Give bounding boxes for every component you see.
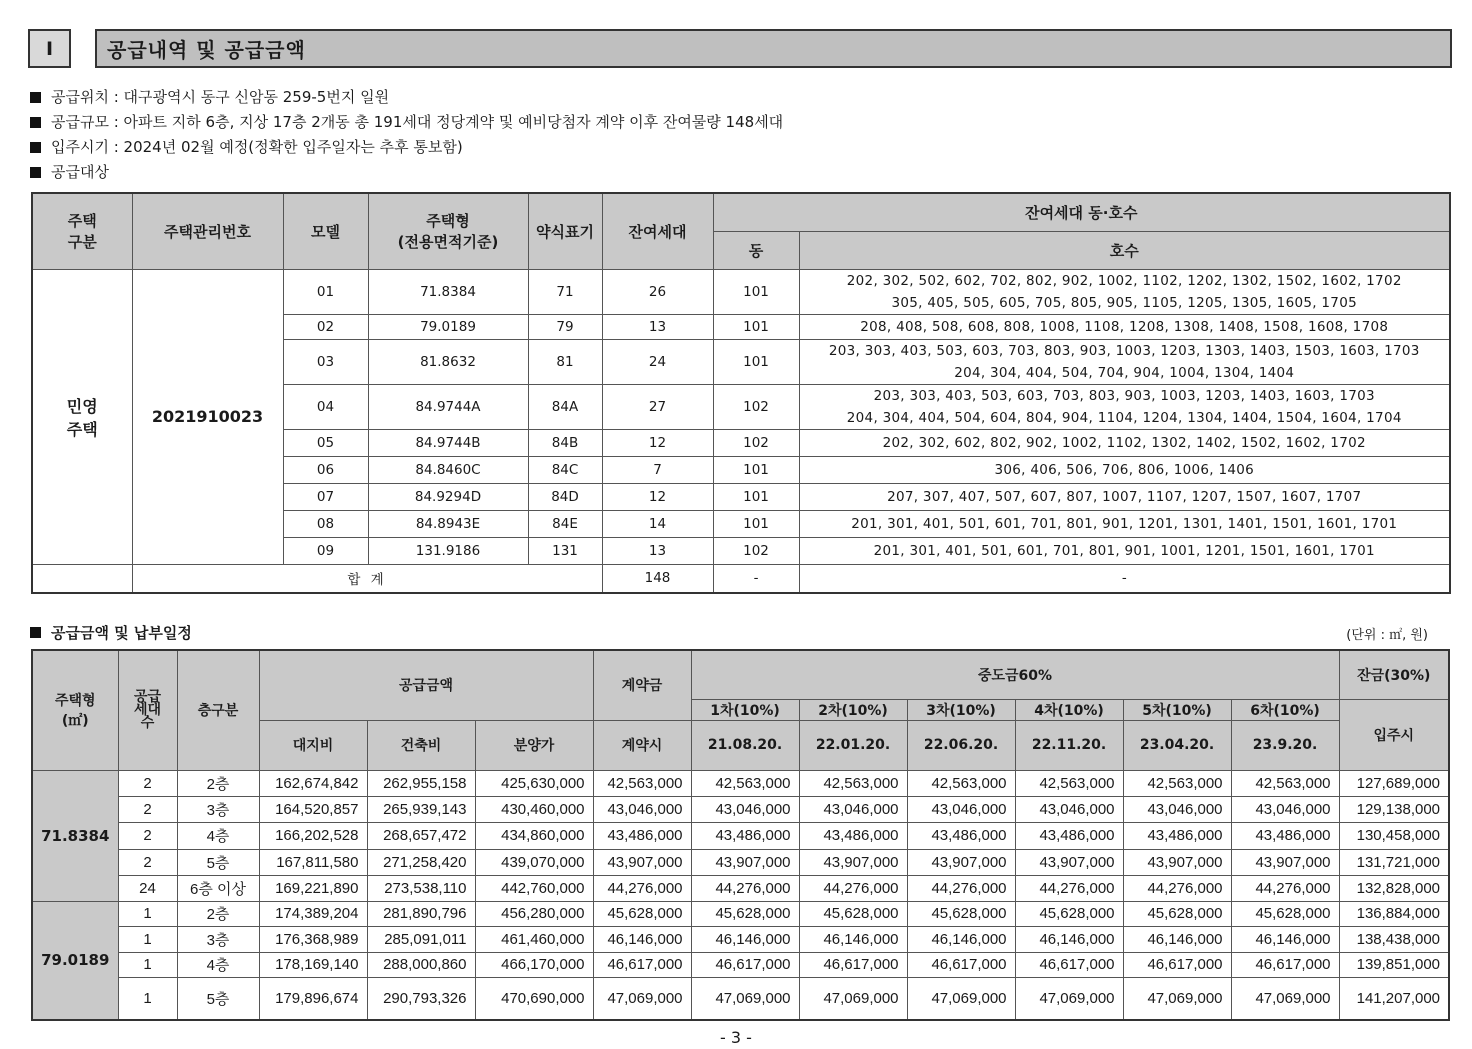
house-type-cell: 84.8943E	[368, 510, 528, 537]
middle-payment-2: 43,486,000	[799, 822, 907, 849]
short-cell: 84B	[528, 429, 602, 456]
middle-payment-1: 42,563,000	[691, 770, 799, 796]
middle-payment-3: 42,563,000	[907, 770, 1015, 796]
remaining-cell: 7	[602, 456, 713, 483]
header-house-kind: 주택 구분	[32, 193, 132, 269]
supply-row	[32, 269, 1450, 314]
header-building: 건축비	[367, 720, 475, 770]
middle-payment-5: 42,563,000	[1123, 770, 1231, 796]
balance-amount: 136,884,000	[1339, 901, 1449, 926]
header-balance-when: 입주시	[1339, 699, 1449, 770]
short-cell: 71	[528, 269, 602, 314]
price-row	[32, 901, 1449, 926]
supply-total-row	[32, 564, 1450, 593]
middle-payment-3: 46,146,000	[907, 926, 1015, 952]
header-middle: 중도금60%	[691, 650, 1339, 699]
land-price: 166,202,528	[259, 822, 367, 849]
floor-cell: 5층	[177, 849, 259, 875]
header-m4-date: 22.11.20.	[1015, 720, 1123, 770]
middle-payment-1: 43,046,000	[691, 796, 799, 822]
middle-payment-2: 47,069,000	[799, 977, 907, 1020]
header-price-type: 주택형 (㎡)	[32, 650, 118, 770]
header-floor: 층구분	[177, 650, 259, 770]
model-cell: 06	[283, 456, 368, 483]
middle-payment-5: 43,046,000	[1123, 796, 1231, 822]
sale-price: 439,070,000	[475, 849, 593, 875]
middle-payment-5: 43,907,000	[1123, 849, 1231, 875]
house-type-cell: 81.8632	[368, 339, 528, 384]
model-cell: 02	[283, 314, 368, 339]
header-mgmt-no: 주택관리번호	[132, 193, 283, 269]
middle-payment-5: 45,628,000	[1123, 901, 1231, 926]
land-price: 169,221,890	[259, 875, 367, 901]
middle-payment-1: 47,069,000	[691, 977, 799, 1020]
header-m2: 2차(10%)	[799, 699, 907, 720]
header-m2-date: 22.01.20.	[799, 720, 907, 770]
middle-payment-2: 44,276,000	[799, 875, 907, 901]
header-m1-date: 21.08.20.	[691, 720, 799, 770]
middle-payment-4: 46,146,000	[1015, 926, 1123, 952]
dong-cell: 102	[713, 429, 799, 456]
balance-amount: 141,207,000	[1339, 977, 1449, 1020]
model-cell: 03	[283, 339, 368, 384]
balance-amount: 130,458,000	[1339, 822, 1449, 849]
floor-cell: 4층	[177, 822, 259, 849]
short-cell: 84C	[528, 456, 602, 483]
model-cell: 04	[283, 384, 368, 429]
middle-payment-4: 47,069,000	[1015, 977, 1123, 1020]
section-title: 공급내역 및 공급금액	[95, 29, 1452, 68]
header-m3-date: 22.06.20.	[907, 720, 1015, 770]
ho-cell: 203, 303, 403, 503, 603, 703, 803, 903, 1003, 1203, 1303, 1403, 1503, 1603, 1703 204, 304, 404, 504, 704, 904, 1004, 1304, 1404	[799, 339, 1450, 384]
middle-payment-6: 43,046,000	[1231, 796, 1339, 822]
header-land: 대지비	[259, 720, 367, 770]
sale-price: 456,280,000	[475, 901, 593, 926]
ho-cell: 201, 301, 401, 501, 601, 701, 801, 901, 1001, 1201, 1501, 1601, 1701	[799, 537, 1450, 564]
header-households: 공급 세대 수	[118, 650, 177, 770]
sale-price: 425,630,000	[475, 770, 593, 796]
land-price: 167,811,580	[259, 849, 367, 875]
short-cell: 84E	[528, 510, 602, 537]
ho-cell: 203, 303, 403, 503, 603, 703, 803, 903, 1003, 1203, 1403, 1603, 1703 204, 304, 404, 504, 604, 804, 904, 1104, 1204, 1304, 1404, 1504, 1604, 1704	[799, 384, 1450, 429]
deposit-amount: 46,617,000	[593, 952, 691, 977]
house-type-cell: 84.9744A	[368, 384, 528, 429]
bullet-item: 입주시기 : 2024년 02월 예정(정확한 입주일자는 추후 통보함)	[30, 135, 783, 160]
sale-price: 461,460,000	[475, 926, 593, 952]
deposit-amount: 43,907,000	[593, 849, 691, 875]
deposit-amount: 43,046,000	[593, 796, 691, 822]
short-cell: 79	[528, 314, 602, 339]
total-dong: -	[713, 564, 799, 593]
header-m6-date: 23.9.20.	[1231, 720, 1339, 770]
middle-payment-3: 47,069,000	[907, 977, 1015, 1020]
balance-amount: 129,138,000	[1339, 796, 1449, 822]
price-row	[32, 770, 1449, 796]
model-cell: 01	[283, 269, 368, 314]
middle-payment-3: 43,907,000	[907, 849, 1015, 875]
middle-payment-3: 44,276,000	[907, 875, 1015, 901]
remaining-cell: 24	[602, 339, 713, 384]
land-price: 176,368,989	[259, 926, 367, 952]
land-price: 164,520,857	[259, 796, 367, 822]
middle-payment-1: 45,628,000	[691, 901, 799, 926]
mgmt-number: 2021910023	[132, 269, 283, 564]
middle-payment-3: 45,628,000	[907, 901, 1015, 926]
floor-cell: 3층	[177, 796, 259, 822]
middle-payment-6: 42,563,000	[1231, 770, 1339, 796]
dong-cell: 102	[713, 537, 799, 564]
header-m5: 5차(10%)	[1123, 699, 1231, 720]
bullet-item: 공급대상	[30, 160, 783, 185]
middle-payment-6: 45,628,000	[1231, 901, 1339, 926]
household-count: 2	[118, 822, 177, 849]
deposit-amount: 45,628,000	[593, 901, 691, 926]
middle-payment-5: 46,146,000	[1123, 926, 1231, 952]
model-cell: 09	[283, 537, 368, 564]
dong-cell: 101	[713, 456, 799, 483]
total-ho: -	[799, 564, 1450, 593]
balance-amount: 127,689,000	[1339, 770, 1449, 796]
header-sale: 분양가	[475, 720, 593, 770]
middle-payment-4: 44,276,000	[1015, 875, 1123, 901]
middle-payment-6: 44,276,000	[1231, 875, 1339, 901]
dong-cell: 101	[713, 483, 799, 510]
header-deposit-when: 계약시	[593, 720, 691, 770]
middle-payment-4: 43,486,000	[1015, 822, 1123, 849]
model-cell: 08	[283, 510, 368, 537]
middle-payment-4: 46,617,000	[1015, 952, 1123, 977]
house-type-cell: 84.9294D	[368, 483, 528, 510]
price-type-cell: 79.0189	[32, 901, 118, 1020]
sale-price: 442,760,000	[475, 875, 593, 901]
header-dong: 동	[713, 231, 799, 269]
remaining-cell: 27	[602, 384, 713, 429]
balance-amount: 139,851,000	[1339, 952, 1449, 977]
dong-cell: 101	[713, 339, 799, 384]
price-section-title: 공급금액 및 납부일정	[30, 622, 192, 643]
building-price: 268,657,472	[367, 822, 475, 849]
household-count: 24	[118, 875, 177, 901]
header-dong-ho: 잔여세대 동·호수	[713, 193, 1450, 231]
middle-payment-6: 46,146,000	[1231, 926, 1339, 952]
balance-amount: 138,438,000	[1339, 926, 1449, 952]
floor-cell: 2층	[177, 770, 259, 796]
building-price: 262,955,158	[367, 770, 475, 796]
house-type-cell: 71.8384	[368, 269, 528, 314]
middle-payment-2: 46,146,000	[799, 926, 907, 952]
header-m6: 6차(10%)	[1231, 699, 1339, 720]
floor-cell: 3층	[177, 926, 259, 952]
header-house-type: 주택형 (전용면적기준)	[368, 193, 528, 269]
middle-payment-5: 43,486,000	[1123, 822, 1231, 849]
unit-note: (단위 : ㎡, 원)	[1346, 628, 1428, 643]
section-number: Ⅰ	[28, 29, 71, 68]
price-row	[32, 952, 1449, 977]
middle-payment-6: 43,907,000	[1231, 849, 1339, 875]
dong-cell: 101	[713, 510, 799, 537]
dong-cell: 102	[713, 384, 799, 429]
price-row	[32, 926, 1449, 952]
dong-cell: 101	[713, 314, 799, 339]
header-remaining: 잔여세대	[602, 193, 713, 269]
remaining-cell: 13	[602, 314, 713, 339]
building-price: 271,258,420	[367, 849, 475, 875]
price-table	[31, 649, 1450, 1021]
short-cell: 84A	[528, 384, 602, 429]
model-cell: 05	[283, 429, 368, 456]
header-m3: 3차(10%)	[907, 699, 1015, 720]
deposit-amount: 42,563,000	[593, 770, 691, 796]
header-model: 모델	[283, 193, 368, 269]
middle-payment-2: 42,563,000	[799, 770, 907, 796]
dong-cell: 101	[713, 269, 799, 314]
ho-cell: 306, 406, 506, 706, 806, 1006, 1406	[799, 456, 1450, 483]
land-price: 162,674,842	[259, 770, 367, 796]
page-number: - 3 -	[720, 1028, 752, 1047]
house-type-cell: 84.8460C	[368, 456, 528, 483]
deposit-amount: 46,146,000	[593, 926, 691, 952]
sale-price: 470,690,000	[475, 977, 593, 1020]
remaining-cell: 12	[602, 483, 713, 510]
middle-payment-4: 43,907,000	[1015, 849, 1123, 875]
middle-payment-1: 46,146,000	[691, 926, 799, 952]
middle-payment-4: 42,563,000	[1015, 770, 1123, 796]
deposit-amount: 44,276,000	[593, 875, 691, 901]
building-price: 288,000,860	[367, 952, 475, 977]
header-deposit: 계약금	[593, 650, 691, 720]
price-type-cell: 71.8384	[32, 770, 118, 901]
house-kind: 민영 주택	[32, 269, 132, 564]
floor-cell: 5층	[177, 977, 259, 1020]
building-price: 285,091,011	[367, 926, 475, 952]
building-price: 290,793,326	[367, 977, 475, 1020]
middle-payment-2: 46,617,000	[799, 952, 907, 977]
square-bullet-icon	[30, 117, 41, 128]
balance-amount: 131,721,000	[1339, 849, 1449, 875]
middle-payment-6: 43,486,000	[1231, 822, 1339, 849]
bullet-item: 공급규모 : 아파트 지하 6층, 지상 17층 2개동 총 191세대 정당계약 및 예비당첨자 계약 이후 잔여물량 148세대	[30, 110, 783, 135]
short-cell: 81	[528, 339, 602, 384]
square-bullet-icon	[30, 92, 41, 103]
middle-payment-4: 43,046,000	[1015, 796, 1123, 822]
header-ho: 호수	[799, 231, 1450, 269]
middle-payment-3: 43,486,000	[907, 822, 1015, 849]
floor-cell: 6층 이상	[177, 875, 259, 901]
header-balance: 잔금(30%)	[1339, 650, 1449, 699]
household-count: 2	[118, 849, 177, 875]
household-count: 2	[118, 770, 177, 796]
household-count: 1	[118, 952, 177, 977]
header-short: 약식표기	[528, 193, 602, 269]
remaining-cell: 13	[602, 537, 713, 564]
square-bullet-icon	[30, 167, 41, 178]
household-count: 1	[118, 901, 177, 926]
middle-payment-1: 44,276,000	[691, 875, 799, 901]
balance-amount: 132,828,000	[1339, 875, 1449, 901]
house-type-cell: 131.9186	[368, 537, 528, 564]
sale-price: 466,170,000	[475, 952, 593, 977]
building-price: 273,538,110	[367, 875, 475, 901]
price-row	[32, 977, 1449, 1020]
middle-payment-3: 46,617,000	[907, 952, 1015, 977]
middle-payment-2: 45,628,000	[799, 901, 907, 926]
deposit-amount: 43,486,000	[593, 822, 691, 849]
ho-cell: 202, 302, 502, 602, 702, 802, 902, 1002, 1102, 1202, 1302, 1502, 1602, 1702 305, 405, 505, 605, 705, 805, 905, 1105, 1205, 1305, 1605, 1705	[799, 269, 1450, 314]
land-price: 179,896,674	[259, 977, 367, 1020]
square-bullet-icon	[30, 627, 41, 638]
remaining-cell: 26	[602, 269, 713, 314]
deposit-amount: 47,069,000	[593, 977, 691, 1020]
price-row	[32, 849, 1449, 875]
middle-payment-2: 43,907,000	[799, 849, 907, 875]
middle-payment-4: 45,628,000	[1015, 901, 1123, 926]
sale-price: 434,860,000	[475, 822, 593, 849]
household-count: 1	[118, 977, 177, 1020]
household-count: 1	[118, 926, 177, 952]
building-price: 281,890,796	[367, 901, 475, 926]
price-row	[32, 875, 1449, 901]
short-cell: 131	[528, 537, 602, 564]
middle-payment-5: 47,069,000	[1123, 977, 1231, 1020]
household-count: 2	[118, 796, 177, 822]
land-price: 174,389,204	[259, 901, 367, 926]
middle-payment-1: 43,907,000	[691, 849, 799, 875]
bullet-list	[30, 85, 783, 185]
header-m1: 1차(10%)	[691, 699, 799, 720]
bullet-item: 공급위치 : 대구광역시 동구 신암동 259-5번지 일원	[30, 85, 783, 110]
supply-table	[31, 192, 1451, 594]
middle-payment-2: 43,046,000	[799, 796, 907, 822]
section-header	[28, 29, 1452, 68]
total-remaining: 148	[602, 564, 713, 593]
building-price: 265,939,143	[367, 796, 475, 822]
middle-payment-5: 44,276,000	[1123, 875, 1231, 901]
square-bullet-icon	[30, 142, 41, 153]
total-label: 합 계	[132, 564, 602, 593]
house-type-cell: 84.9744B	[368, 429, 528, 456]
middle-payment-6: 46,617,000	[1231, 952, 1339, 977]
ho-cell: 202, 302, 602, 802, 902, 1002, 1102, 1302, 1402, 1502, 1602, 1702	[799, 429, 1450, 456]
short-cell: 84D	[528, 483, 602, 510]
sale-price: 430,460,000	[475, 796, 593, 822]
header-m4: 4차(10%)	[1015, 699, 1123, 720]
middle-payment-3: 43,046,000	[907, 796, 1015, 822]
middle-payment-5: 46,617,000	[1123, 952, 1231, 977]
middle-payment-1: 46,617,000	[691, 952, 799, 977]
header-supply-price: 공급금액	[259, 650, 593, 720]
ho-cell: 207, 307, 407, 507, 607, 807, 1007, 1107, 1207, 1507, 1607, 1707	[799, 483, 1450, 510]
house-type-cell: 79.0189	[368, 314, 528, 339]
ho-cell: 208, 408, 508, 608, 808, 1008, 1108, 1208, 1308, 1408, 1508, 1608, 1708	[799, 314, 1450, 339]
middle-payment-1: 43,486,000	[691, 822, 799, 849]
land-price: 178,169,140	[259, 952, 367, 977]
remaining-cell: 14	[602, 510, 713, 537]
ho-cell: 201, 301, 401, 501, 601, 701, 801, 901, 1201, 1301, 1401, 1501, 1601, 1701	[799, 510, 1450, 537]
price-row	[32, 796, 1449, 822]
header-m5-date: 23.04.20.	[1123, 720, 1231, 770]
model-cell: 07	[283, 483, 368, 510]
remaining-cell: 12	[602, 429, 713, 456]
middle-payment-6: 47,069,000	[1231, 977, 1339, 1020]
floor-cell: 2층	[177, 901, 259, 926]
floor-cell: 4층	[177, 952, 259, 977]
price-row	[32, 822, 1449, 849]
